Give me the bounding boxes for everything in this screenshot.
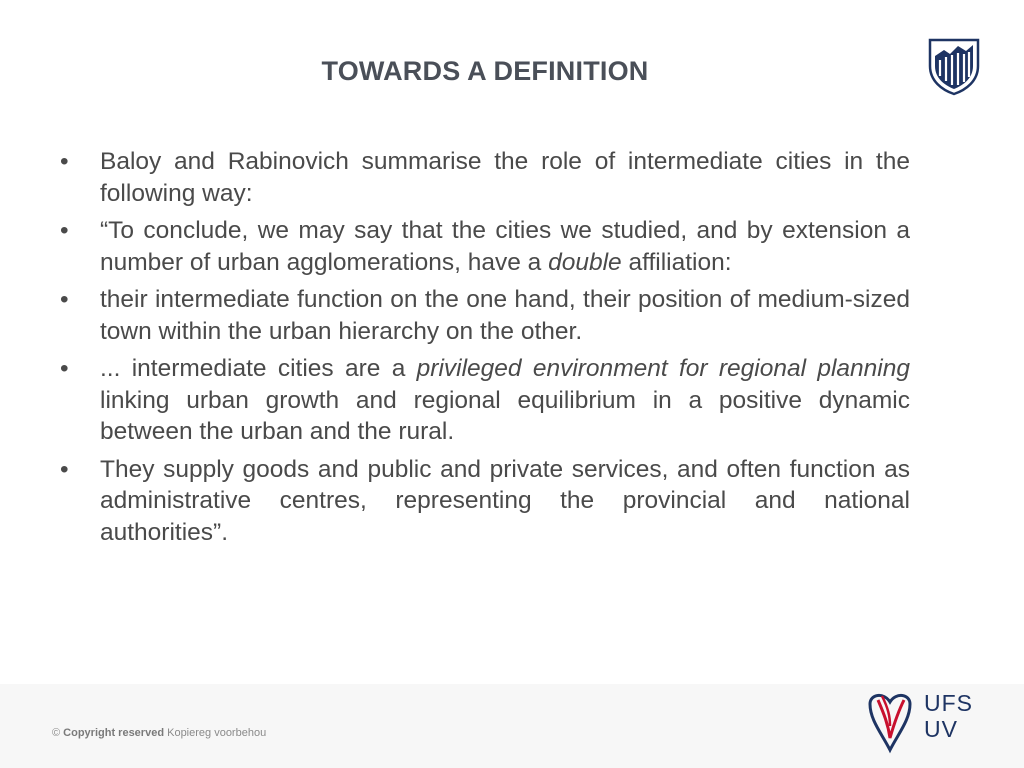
bullet-text-italic: double — [548, 248, 622, 276]
ufs-wordmark — [924, 690, 973, 742]
bullet-text: Baloy and Rabinovich summarise the role of intermediate cities in the following way: — [100, 148, 910, 207]
copyright-rest: Kopiereg voorbehou — [167, 727, 267, 739]
slide-title: TOWARDS A DEFINITION — [321, 56, 649, 86]
bullet-list — [60, 146, 910, 554]
bullet-text: They supply goods and public and private services, and often function as administrative centres, representing the provincial and national authorities”. — [100, 455, 910, 546]
bullet-marker: • — [60, 355, 69, 382]
bullet-marker: • — [60, 286, 69, 313]
shield-crest-icon — [926, 36, 982, 96]
bullet-text: ... intermediate cities are a — [100, 355, 417, 382]
ufs-wordmark-line1: UFS — [924, 690, 973, 716]
bullet-text: linking urban growth and regional equilibrium in a positive dynamic between the urban and the rural. — [100, 386, 910, 445]
bullet-marker: • — [60, 148, 69, 175]
bullet-text-italic: privileged environment for regional planning — [416, 355, 910, 382]
bullet-item — [60, 146, 910, 209]
bullet-item — [60, 454, 910, 549]
bullet-text: their intermediate function on the one hand, their position of medium-sized town within the urban hierarchy on the other. — [100, 286, 910, 345]
ufs-wordmark-line2: UV — [924, 716, 958, 742]
bullet-item — [60, 284, 910, 347]
bullet-marker: • — [60, 217, 69, 244]
copyright-bold: Copyright reserved — [63, 727, 165, 739]
bullet-text: “To conclude, we may say that the cities we studied, and by extension a number of urban agglomerations, have a — [100, 217, 910, 276]
copyright-notice — [52, 727, 266, 739]
copyright-symbol: © — [52, 727, 61, 739]
bullet-marker: • — [60, 455, 69, 483]
bullet-text: affiliation: — [621, 248, 732, 276]
bullet-item — [60, 215, 910, 278]
bullet-item — [60, 353, 910, 448]
